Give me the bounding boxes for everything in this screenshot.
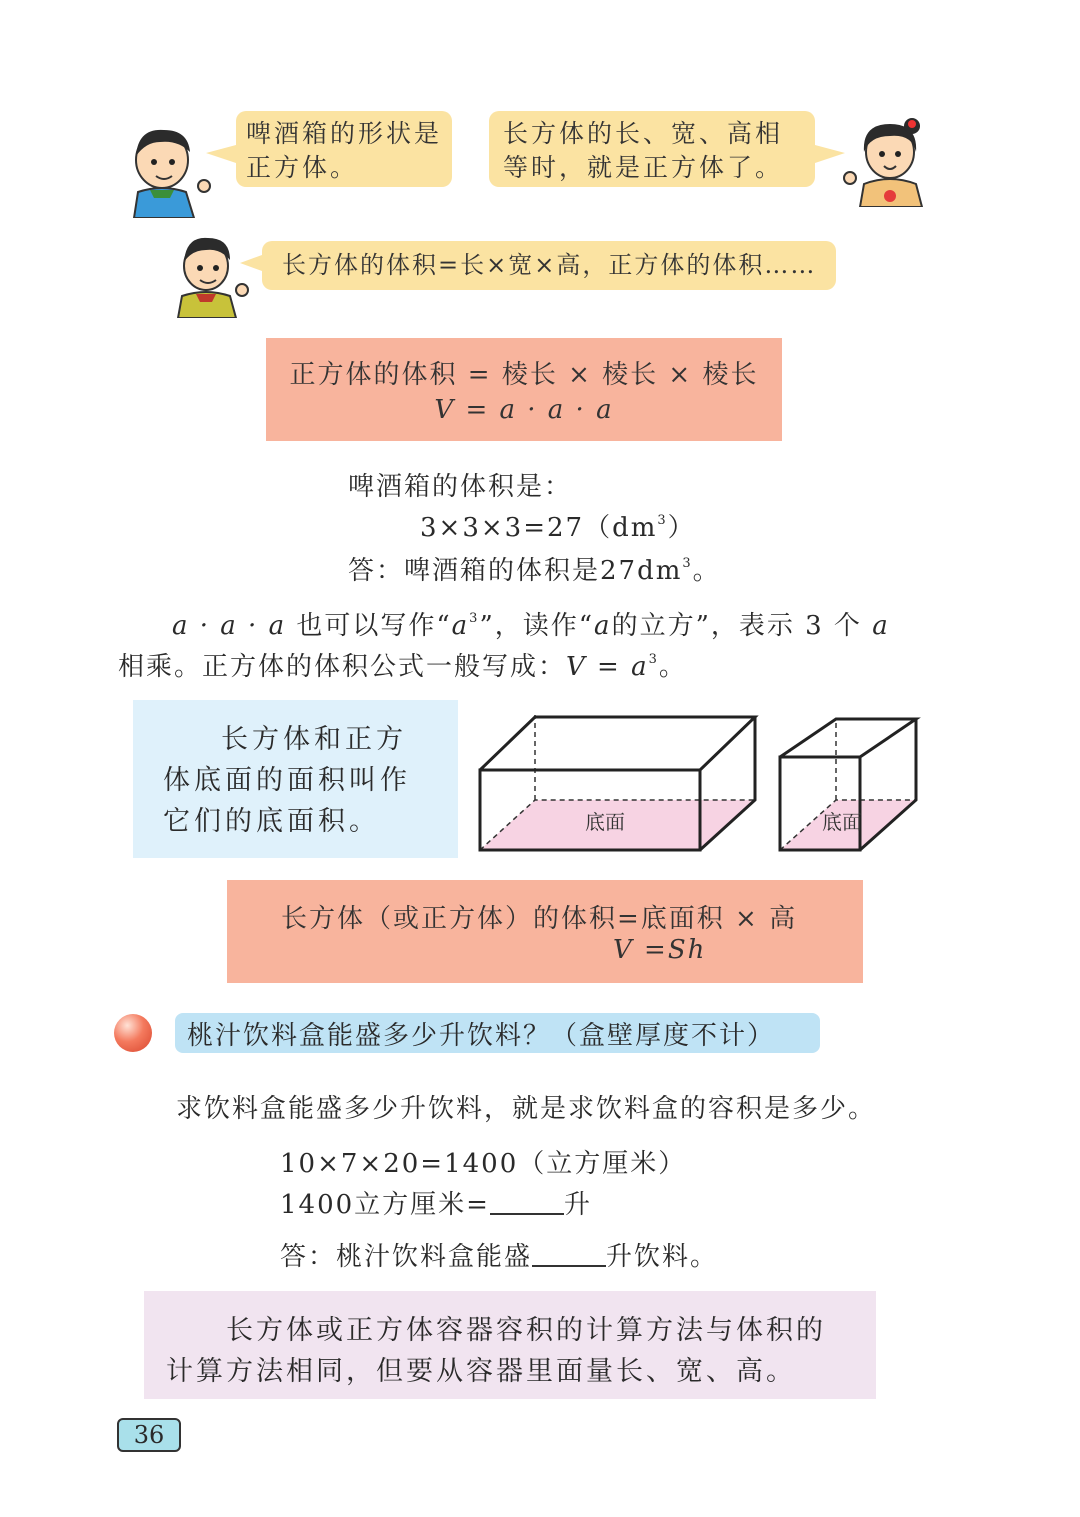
- cuboid-and-cube-diagram: [470, 705, 930, 860]
- problem-calc-1: 10×7×20=1400（立方厘米）: [280, 1149, 687, 1179]
- answer-text: 答：桃汁饮料盒能盛: [280, 1242, 533, 1272]
- beer-calc-close: ）: [667, 513, 696, 543]
- beer-answer-sup: 3: [682, 556, 693, 571]
- page-number-badge: [117, 1418, 181, 1452]
- cube-sup: 3: [469, 611, 480, 626]
- equals-sign: =: [586, 652, 632, 682]
- v-var: V: [566, 652, 587, 682]
- cube-explain-text: 也可以写作“: [296, 611, 452, 641]
- girl-speech-text: 长方体的长、宽、高相等时，就是正方体了。: [503, 119, 784, 182]
- page-number: 36: [133, 1421, 165, 1449]
- a-var: a: [631, 652, 649, 682]
- capacity-note-line1: 长方体或正方体容器容积的计算方法与体积的: [226, 1315, 826, 1346]
- calc2-unit: 升: [563, 1190, 592, 1220]
- cube-formula-symbols: V = a · a · a: [434, 395, 614, 425]
- cube-explain-text: 相乘。正方体的体积公式一般写成：: [118, 652, 567, 682]
- boy-speech-bubble: [236, 111, 452, 187]
- general-volume-formula-box: [227, 880, 863, 983]
- boy-character-illustration: [120, 118, 220, 218]
- cube-notation-line2: [118, 646, 687, 683]
- beer-volume-answer: [348, 550, 721, 587]
- base-area-text-3: 它们的底面积。: [163, 806, 380, 837]
- cube-notation-line1: [172, 605, 890, 642]
- cuboid-base-label: 底面: [585, 810, 625, 834]
- boy-speech-text: 啤酒箱的形状是正方体。: [246, 119, 443, 182]
- problem-intro: 求饮料盒能盛多少升饮料，就是求饮料盒的容积是多少。: [176, 1094, 877, 1124]
- answer-blank[interactable]: [532, 1243, 606, 1267]
- cube-sup: 3: [648, 652, 659, 667]
- problem-answer: [280, 1236, 718, 1273]
- cube-formula-words: 正方体的体积 = 棱长 × 棱长 × 棱长: [289, 360, 759, 390]
- problem-bullet-icon: [114, 1014, 152, 1052]
- a-var: a: [872, 611, 890, 641]
- boy2-speech-text: 长方体的体积=长×宽×高，正方体的体积……: [282, 251, 817, 279]
- capacity-note-box: [144, 1291, 876, 1399]
- beer-calc-sup: 3: [657, 513, 668, 528]
- problem-title-bar: [175, 1013, 820, 1053]
- boy2-character-illustration: [170, 228, 254, 318]
- general-formula-words: 长方体（或正方体）的体积=底面积 × 高: [281, 904, 798, 934]
- calc2-text: 1400立方厘米=: [280, 1190, 490, 1220]
- cuboid-figure: [480, 715, 755, 850]
- girl-character-illustration: [842, 112, 932, 207]
- problem-title: 桃汁饮料盒能盛多少升饮料？（盒壁厚度不计）: [187, 1021, 776, 1051]
- cube-explain-text: 的立方”，表示 3 个: [611, 611, 862, 641]
- base-area-text-1: 长方体和正方: [221, 724, 407, 755]
- liters-answer-blank[interactable]: [490, 1191, 564, 1215]
- girl-speech-bubble: [489, 111, 815, 187]
- beer-answer-end: 。: [692, 556, 721, 586]
- base-area-text-2: 体底面的面积叫作: [163, 765, 411, 796]
- answer-unit: 升饮料。: [606, 1242, 719, 1272]
- beer-volume-question: 啤酒箱的体积是：: [348, 472, 573, 502]
- beer-volume-calculation: [420, 507, 696, 544]
- boy2-speech-bubble: [262, 241, 836, 290]
- beer-answer-text: 答：啤酒箱的体积是27dm: [348, 556, 683, 586]
- beer-calc-expr: 3×3×3=27（dm: [420, 513, 658, 543]
- cube-explain-text: 。: [658, 652, 687, 682]
- cube-figure: [780, 719, 916, 850]
- a-var: a: [594, 611, 612, 641]
- problem-calc-2: [280, 1184, 592, 1221]
- base-area-note-box: [133, 700, 458, 858]
- cube-volume-formula-box: [266, 338, 782, 441]
- cube-explain-text: ”，读作“: [479, 611, 595, 641]
- capacity-note-line2: 计算方法相同，但要从容器里面量长、宽、高。: [166, 1356, 796, 1387]
- cube-base-label: 底面: [822, 810, 862, 834]
- a-var: a: [451, 611, 470, 641]
- general-formula-symbols: V =Sh: [613, 935, 707, 965]
- aaa-expr: a · a · a: [172, 611, 287, 641]
